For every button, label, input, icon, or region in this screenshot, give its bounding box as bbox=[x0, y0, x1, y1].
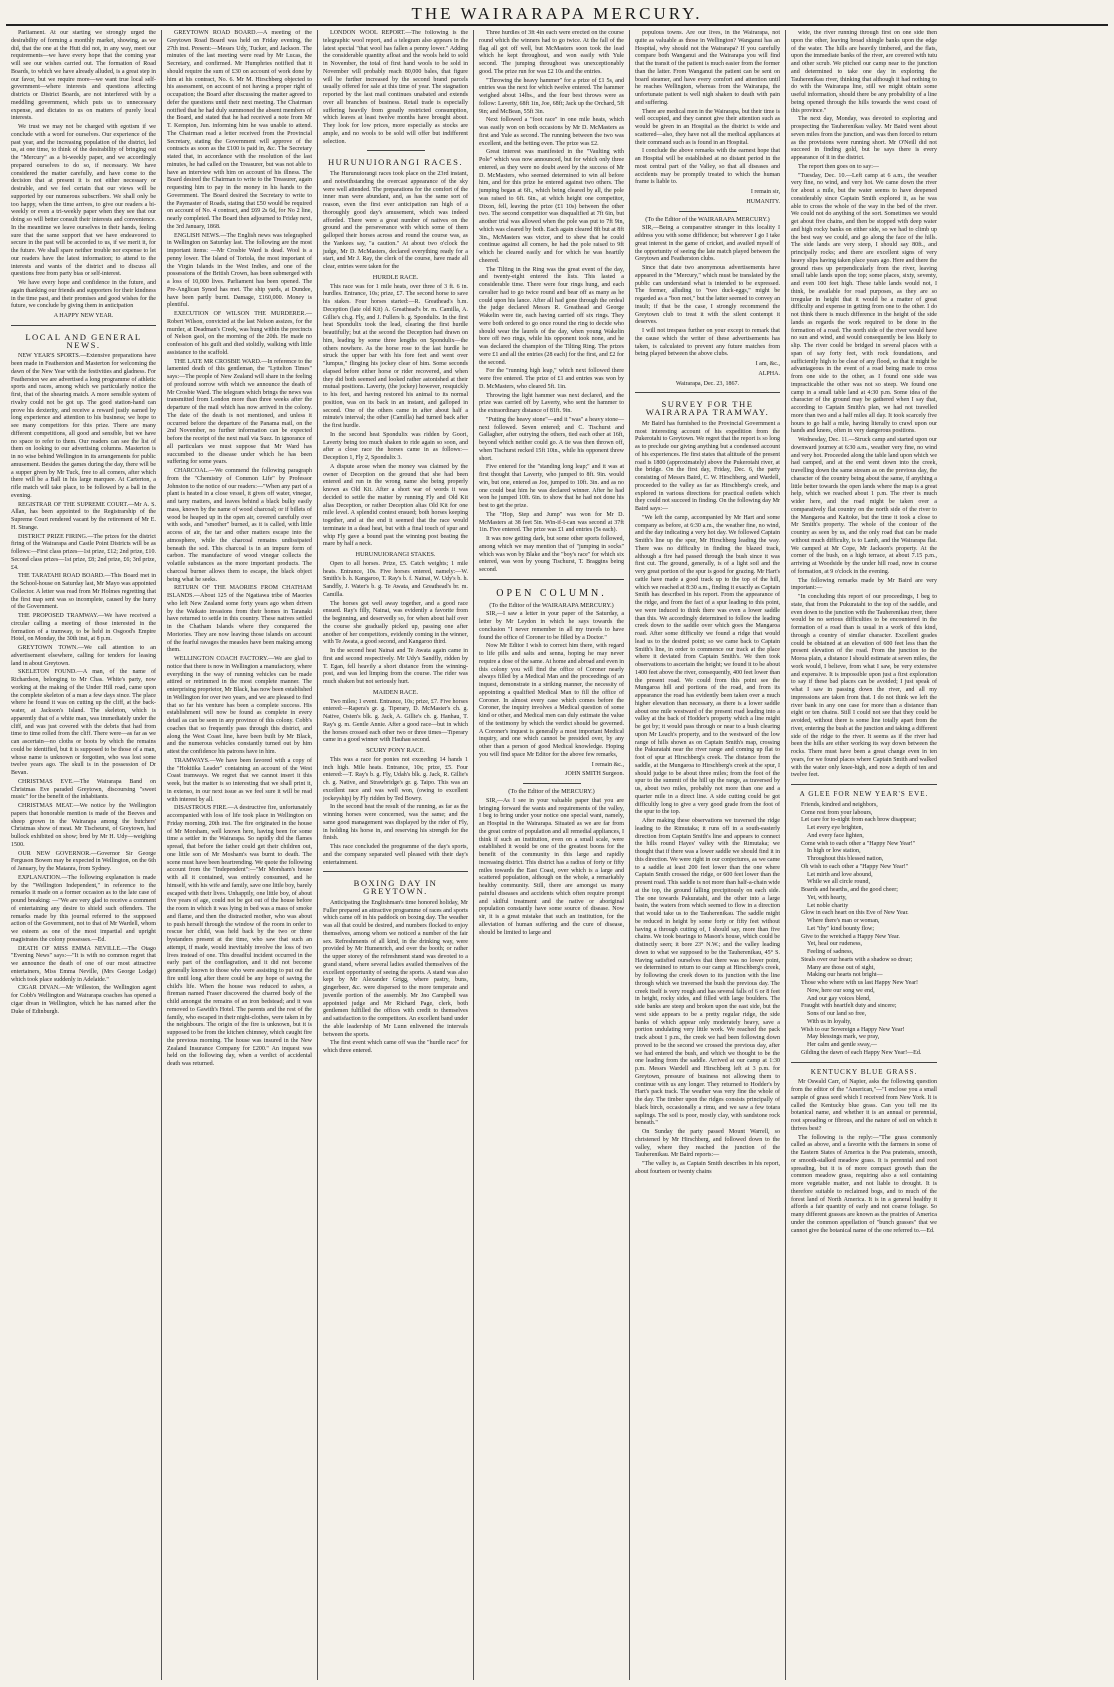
poem-line: Making our hearts not bright— bbox=[807, 972, 883, 979]
paragraph: OUR NEW GOVERNOR.—Governor Sir George Ferguson Bowen may be expected in Wellington, on the 6th of January, by the Matanra, from Sydney. bbox=[11, 850, 156, 872]
paragraph: Now Mr Editor I wish to correct him there, with regard to life pills and salts and senna, hoping he may never require a dose of the same. At home and abroad and even in this colony you will find the office of Coroner nearly always filled by a Medical Man and the proceedings of an inquest, demonstrate in a striking manner, the necessity of appointing a qualified Medical Man to fill the office of Coroner. In almost every case which comes before the Coroner, the inquiry involves a Medical question of some kind or other, and Medical men can duly estimate the value of the testimony by which the verdict should be governed. A Coroner's inquest is generally a most important Medical inquiry, and one which cannot be presided over, by any other than a person of good Medical knowledge. Hoping you will find space Mr Editor for the above few remarks, bbox=[479, 643, 624, 758]
paragraph: I will not trespass further on your except to remark that the cause which the writer of these advertisements has taken, is calculated to prevent any future matches from being played between the above clubs. bbox=[635, 328, 780, 358]
paragraph: "In concluding this report of our proceedings, I beg to state, that from the Pukuratahi to the top of the saddle, and even down to the junction with the Tauherenikau river, there would be no serious difficulties to be encountered in the formation of a road than is usual in a work of this kind, through a country of similar character. Excellent grades could be obtained at an elevation of 600 feet less than the present elevation of the road. From the junction to the Moroa plain, a distance I should estimate at seven miles, the work would, I believe, from what I saw, be very extensive and expensive. It is impossible upon just a first exploration to say if these bad places can be avoided; I just speak of what I saw in passing down the river, and all my impressions are taken from that. I do not think we left the river bank in any one case for more than a distance than eight or ten chains. Still I could not see that they could be avoided, without there is some line totally apart from the river, entering the bush at the junction and taking a different side of the ridge to the river. It seems as if the river had been the hills are either working its way down between the rocks. There must have been a great change even in ten years, for we found places where Captain Smith and walked with the water only knee-high, and now a depth of ten and twelve feet. bbox=[791, 594, 937, 779]
poem-line: Yet, with hearty, bbox=[807, 894, 847, 901]
paragraph: EXECUTION OF WILSON THE MURDERER.—Robert Wilson, convicted at the last Nelson assizes, for the murder, at Deadman's Creek, was hung within the precincts of Nelson gaol, on the morning of the 20th. He made no confession of his guilt and died stolidly, walking with little assistance to the scaffold. bbox=[167, 311, 312, 356]
paragraph: EXPLANATION.—The following explanation is made by the "Wellington Independent," in reference to the remarks it made on a former occasion as to the late case of pound breaking: —"We are very glad to receive a comment of entertaining any desire to shield such offenders. The remarks made by this journal referred to the supposed action of the Government, not to that of Mr Wardell, whom we esteem as one of the most impartial and upright magistrates the colony possesses.—Ed. bbox=[11, 874, 156, 943]
subheading: HURDLE RACE. bbox=[372, 273, 419, 281]
paragraph: The "Hop, Step and Jump" was won for Mr D. McMasters at 38 feet 5in. Win-if-I-can was second at 37ft 1in. Five entered. The prize was £1 and entries (5s each). bbox=[479, 511, 624, 534]
divider bbox=[679, 211, 737, 212]
paragraph: ENGLISH NEWS.—The English news was telegraphed in Wellington on Saturday last. The following are the most important items: —Mr Crosbie Ward is dead. Wool is a penny lower. The Island of Tortola, the most important of the Virgin Islands in the West Indies, and one of the possessions of the British Crown, has been submerged with a loss of 10,000 lives. Parliament has been opened. The Pre-Anglican Synod has met. The ship yards, at Dundee, have been partly burnt. Damage, £160,000. Money is plentiful. bbox=[167, 232, 312, 309]
columns-container bbox=[6, 30, 1108, 1680]
paragraph: I conclude the above remarks with the earnest hope that an Hospital will be established at no distant period in the most central part of the Valley, so that all diseases and accidents may be promptly treated to which the human frame is liable to. bbox=[635, 148, 780, 186]
poem-line: Let care for to-night from each brow disappear; bbox=[801, 817, 917, 824]
paragraph: Next followed a "foot race" in one mile heats, which was easily won on both occasions by Mr D. McMasters as first and Yule as second. The running between the two was excellent, and the betting even. The prize was £2. bbox=[479, 117, 624, 147]
poem-line: Oh wish to each other a "Happy New Year!" bbox=[801, 863, 909, 870]
paragraph: The Tilting in the Ring was the great event of the day, and twenty-eight entered the lists. This lasted a considerable time. There were four rings hung, and each cavalier had to go twice round and bear off as many as he could upon his lance. After all had gone through the ordeal the judge declared Messrs R. Greathead and George Wakelin were tie, each having carried off six rings. They were both ordered to go once round the ring to decide who should wear the laurels of the day, when young Wakelin bore off two rings, while his opponent took none, and he was declared the champion of the Tilting Ring. The prizes were £1 and all the entries (28 each) for the first, and £2 for the second. bbox=[479, 266, 624, 366]
article-heading: OPEN COLUMN. bbox=[496, 587, 607, 599]
poem-line: Let mirth and love abound, bbox=[807, 871, 873, 878]
poem-line: Boards and hearths, and the good cheer; bbox=[801, 887, 898, 893]
signature-line: I am, &c., bbox=[755, 361, 780, 367]
poem-line: Yet, heal our rudeness, bbox=[807, 941, 862, 948]
subheading: HURUNUIORANGI STAKES. bbox=[355, 551, 436, 558]
article-heading: LOCAL AND GENERAL NEWS. bbox=[25, 331, 142, 350]
article-heading: KENTUCKY BLUE GRASS. bbox=[810, 1067, 918, 1076]
paragraph: WELLINGTON COACH FACTORY.—We are glad to notice that there is now in Wellington a manufactory, where everything in the way of running vehicles can be made attired or retrimmed in the most complete manner. The enterprising proprietor, Mr Black, has now been established in Wellington for over two years, and we are pleased to find that so far his venture has been a complete success. His establishment will now be found as complete in every detail as can be seen in any province of this colony. Cobb's coaches that so frequently pass through this district, and along the West Coast line, have been built by Mr Black, and the numerous vehicles constantly turned out by him attest the confidence his patrons have in him. bbox=[167, 656, 312, 755]
article-heading: A GLEE FOR NEW YEAR'S EVE. bbox=[799, 790, 929, 798]
divider bbox=[11, 325, 156, 326]
poem-line: While we all circle round, bbox=[807, 879, 870, 886]
paragraph: After making these observations we traversed the ridge leading to the Rimutaka; it runs off in a south-easterly direction from Captain Smith's line and appears to connect the hills round Hayes' valley with the Rimutaka; we thought that if there was a lower saddle we should find it in this direction. We were right in our conjectures, as we came to a saddle at least 200 feet lower than the one where Captain Smith crossed the ridge, or 600 feet lower than the present road. This saddle is not more than half-a-chain wide at the top, the ground falling precipitously on each side. The one towards Pakuratahi, and the other into a large basin, the waters from which seemed to flow in a direction that would take us to the Tauherenikau. The saddle might be reduced in height by some forty or fifty feet without having a through cutting of, I should say, more than five chains. We took bearings to Mason's house, which could be distinctly seen; it bore 23° N.W.; and the valley leading down to what we supposed to be the Tauherenikau, 45° S. Having satisfied ourselves that there was no lower point, we determined to return to our camp at Hirschberg's creek, by following the creek down to its junction with the line through which we traversed the bush the previous day. The creek itself is very rough and has several falls of 6 or 8 feet in height, rocky sides, and filled with large boulders. The side banks are steep and broken upon the east side, but the west side appears to be a pretty regular ridge, the side banks of which appear only moderately heavy, save a portion undulating very little work. We reached the pack track about 1 p.m., the creek we had been following down proved to be the second we crossed the previous day, after we had entered the bush, and which we thought to be the one leading from the saddle. Arrived at our camp at 1:30 p.m. Messrs Wardell and Hirschberg left at 3 p.m. for Greytown, pressure of business not allowing them to continue with us any longer. They returned to Hodder's by Hart's pack track. The weather was very fine the whole of the day. The timber upon the ridges consists principally of black birch, occasionally a rimu, and we saw a few totara saplings. The soil is poor, mostly clay, with sandstone rock beneath." bbox=[635, 818, 780, 1127]
poem-line: Those who where with us last Happy New Year! bbox=[801, 980, 919, 986]
paragraph: Five entered for the "standing long leap;" and it was at first thought that Laverty, who jumped to 8ft. 9in. would win, but one, entered as Joe, jumped to 10ft. 3in. and as no one could beat him he was declared winner. After he had won he jumped 10ft. 6in. to show that he had not done his best to get the prize. bbox=[479, 464, 624, 509]
paragraph: SKELETON FOUND.—A man, of the name of Richardson, belonging to Mr Chas. White's party, now working at the making of the Under Hill road, came upon the complete skeleton of a man a few days since. The place where he found it was on cutting up the cliff, at the back-water, at Jackson's Island. The skeleton, which is apparently that of a white man, was immediately under the cliff, and was just covered with the debris that had from time to time rolled from the cliff. There were—as far as we can ascertain—no cloths or boots by which the remains could be identified, but it is supposed to be those of a man, whose name is unknown or forgotten, who was lost some twelve years ago. The skull is in the possession of Dr Bevan. bbox=[11, 669, 156, 776]
paragraph: Parliament. At our starting we strongly urged the desirability of forming a monthly market, showing, as we did, that the one at the Hutt did not, in any way, meet our requirements—we have every hope that the coming year will see our wishes carried out. The formation of Road Boards, to which we have already alluded, is a great step in our favor, but we require more—we want true local self-government—where interests and questions affecting districts or District Boards, are not interfered with by a meddling government, which puts us to unnecessary expense, and dictates to us on matters of purely local interests. bbox=[11, 30, 156, 122]
subheading: MAIDEN RACE. bbox=[372, 688, 419, 696]
signature-line: HUMANITY. bbox=[746, 198, 780, 205]
divider bbox=[791, 784, 937, 785]
poem-line: Come rest from your labours, bbox=[801, 809, 873, 816]
poem-line: Wish to our Sovereign a Happy New Year! bbox=[801, 1026, 905, 1033]
paragraph: The following is the reply:—"The grass commonly called as above, and a favorite with the farmers in some of the Eastern States of America is the Poa pratensis, smooth, or smooth-stalked meadow grass. It is perennial and root spreading, but it is of more compact growth than the common meadow grass, requiring also a soil containing more vegetable matter, and not liable to drought. It is therefore suitable to reclaimed bogs, and to much of the forest land of North America. It is in a general healthy it affords a fair quantity of early and not coarse foliage. So many different grasses are known as the prairies of America under the common appellation of "bunch grasses" that we cannot give the botanical name of the one referred to.—Ed. bbox=[791, 1134, 937, 1234]
poem-line: In high or low station, bbox=[807, 848, 861, 855]
divider bbox=[523, 783, 581, 784]
paragraph: REGISTRAR OF THE SUPREME COURT.—Mr A. S. Allan, has been appointed to the Registrarship of the Supreme Court rendered vacant by the retirement of Mr E. H. Strange. bbox=[11, 501, 156, 531]
paragraph: Since that date two anonymous advertisements have appeared in the "Mercury," which must be translated by the public can understand what is intended to be expressed. The former, alluding to "two duck-eggs," might be regarded as a "bon mot," but the latter seemed to convey an insult; if that be the case, I strongly recommend the Greytown club to treat it with the silent contempt it deserves. bbox=[635, 265, 780, 326]
divider bbox=[791, 1062, 937, 1063]
paragraph: LONDON WOOL REPORT.—The following is the telegraphic wool report, and a telegram also appears in the latest special "that wool has fallen a penny lower." Adding the considerable quantity afloat and the wools held to sold in November, the total of first hand wools to be sold in November will probably reach 80,000 bales, that figure will be further increased by the second brand parcels usually offered for sale at this time of year. The stagnation reported by the last mail continues unabated and extends over all branches of business. Retail trade is especially suffering heavily from greatly restricted consumption, which leaves at least twelve months have brought about. They look for low prices, more especially as stocks are ample, and no wools to be sold will offer but indifferent selection. bbox=[323, 30, 468, 145]
poem-line: And every face lighten, bbox=[807, 832, 864, 839]
poem-line: Let "thy" kind bounty flow; bbox=[807, 925, 875, 932]
column-2 bbox=[162, 30, 318, 1680]
paragraph: Anticipating the Englishman's time honored holiday, Mr Fuller prepared an attractive programme of races and sports which came off in his paddock on boxing day. The weather was all that could be desired, and numbers flocked to enjoy themselves, among whom we noticed a number of the fair sex. Refreshments of all kind, in the drinking way, were provided by Mr Humenrich, and over the booth; or rather the upper storey of the refreshment stand was devoted to a grand stand, where several ladies availed themselves of the excellent opportunity of seeing the sports. A stand was also kept by Mr Alexander Grigg, where pastry, buns, gingerbeer, &c. were dispersed to the more temperate and juvenile portion of the assembly. Mr Jno Campbell was appointed judge and Mr Richard Page, clerk, both gentlemen fulfilled the offices with credit to themselves and satisfaction to the competitors. An excellent band under the able leadership of Mr Lunn enlivened the intervals between the sports. bbox=[323, 899, 468, 1038]
poem-line: Her calm and gentle sway,— bbox=[807, 1042, 877, 1048]
paragraph: Two miles; 1 event. Entrance, 10s; prize, £7. Five horses entered:—Rapera's gr. g. Tiperary, D. McMaster's ch. g. Native, Osten's blk. g. Jack, A. Gillie's ch. g. Hanhau, T. Ray's g. m. Gentle Annie. After a good race—but in which the horses crossed each other two or three times—Tiperary came in a good winner with Hauhau second. bbox=[323, 698, 468, 744]
paragraph: TRAMWAYS.—We have been favored with a copy of the "Hokitika Leader" containing an account of the West Coast tramways. We regret that we cannot insert it this week, but the matter is so interesting that we shall print it, in extenso, in our next issue as we feel sure it will be read with interest by all. bbox=[167, 757, 312, 803]
article-heading: SURVEY FOR THE WAIRARAPA TRAMWAY. bbox=[645, 399, 770, 417]
paragraph: NEW YEAR'S SPORTS.—Extensive preparations have been made in Featherston and Masterton for welcoming the dawn of the New Year with the festivities and gladness. For Featherston we are advertised a long programme of athletic sports and races, among which we particularly notice the first, that of the shearing match. A more sensible system of rivalry could not be got up. The good station-hand can prove his dexterity, and receive a reward justly earned by long experience and attention to his business; we hope to see many competitors for this prize. There are many different competitions, all good and sensible, but we have no space to refer to them. Our readers can see the list of them on looking to our advertising columns. Masterton is in no wise behind Wellington in its arrangements for public amusement. Besides the games during the day, there will be a supper given by Mr Tuck, free to all comers, after which there will be a Ball in his large marquee. At Carterton, a rifle match will take place, to be followed by a ball in the evening. bbox=[11, 353, 156, 499]
poem-line: Many are those out of sight, bbox=[807, 964, 875, 971]
paragraph: SIR,—I saw a letter in your paper of the Saturday, a letter by Mr Leydon in which he says towards the conclusion "I never remember in all my travels to have found the office of Coroner to be filled by a Doctor." bbox=[479, 611, 624, 641]
paragraph: The following remarks made by Mr Baird are very important:— bbox=[791, 577, 937, 592]
paragraph: Mr Oswald Carr, of Napier, asks the following question from the editor of the "American,"—"I enclose you a small sample of grass seed which I received from New York. It is called the Kentucky blue grass. Can you tell me its botanical name, and whether it is an annual or perennial, root spreading or fibrous, and the nature of soil on which it thrives best? bbox=[791, 1079, 937, 1132]
poem-line: Let noble charity bbox=[807, 902, 849, 909]
poem-line: Now, here our song we end, bbox=[807, 987, 875, 994]
paragraph: The report then goes on to say:— bbox=[798, 163, 879, 170]
poem-line: With us in loyalty, bbox=[807, 1018, 852, 1025]
paragraph: The horses got well away together, and a good race ensued. Ray's filly, Nainai, was evidently a favorite from the beginning, and deservedly so, for when about half over the course she gradually picked up, passing one after another of her competitors, evidently coming in the winner, with Te Awata, a good second, and Kangaroo third. bbox=[323, 600, 468, 646]
column-6 bbox=[786, 30, 942, 1680]
paragraph: This was a race for ponies not exceeding 14 hands 1 inch high. Mile heats. Entrance, 10s; prize, £5. Four entered:—T. Ray's b. g. Fly, Udah's blk. g. Jack, R. Gillie's ch. g. Native, and Strawbridge's gr. g. Taipo. This was an excellent race and was well won, (owing to excellent jockeyship) by Fly ridden by Ted Bowry. bbox=[323, 756, 468, 802]
paragraph: Open to all horses. Prize, £5. Catch weights; 1 mile heats. Entrance, 10s. Five horses entered, namely:—W. Smith's b. h. Kangaroo, T. Ray's b. f. Nainai, W. Udy's b. h. Sandfly, J. Water's b. g. Te Awata, and Greathead's br. m. Camilla. bbox=[323, 560, 468, 598]
signature-line: JOHN SMITH Surgeon. bbox=[565, 771, 624, 778]
article-heading: HURUNUIORANGI RACES. bbox=[327, 157, 464, 168]
paragraph: The first event which came off was the "hurdle race" for which three entered. bbox=[323, 1040, 468, 1054]
poem-line: Give to the wretched a Happy New Year. bbox=[801, 933, 900, 940]
subheading: (To the Editor of the WAIRARAPA MERCURY.) bbox=[645, 215, 770, 223]
signature-line: I remain &c., bbox=[591, 761, 624, 768]
paragraph: "Putting the heavy stone"—and it "was" a heavy stone—next followed. Seven entered; and C. Tischurst and Gallagher, after outrying the others, tied each other at 16ft, beyond which neither could go. A tie was then thrown off, when Tischurst recked 15ft 10in., while his opponent threw short. bbox=[479, 416, 624, 462]
paragraph: DISTRICT PRIZE FIRING.—The prizes for the district firing of the Wairarapa and Castle Point Districts will be as follows:—First class prizes—1st prize, £12; 2nd prize, £10. Second class prizes—1st prize, £8; 2nd prize, £6; 3rd prize, £4. bbox=[11, 533, 156, 571]
signature-line: I remain sir, bbox=[750, 189, 780, 195]
paragraph: Throwing the light hammer was next declared, and the prize was carried off by Laverty, who sent the hammer to the extraordinary distance of 81ft. 9in. bbox=[479, 392, 624, 414]
paragraph: Great interest was manifested in the "Vaulting with Pole" which was now announced, but for which only three entered, as they were no doubt awed by the success of Mr D. McMasters, who seemed determined to win all before him, and for this prize he entered against two others. The jumping began at 6ft., which being cleared by all, the pole was raised to 6ft. 6in., at which height one competitor, Dixon, fell, leaving the prize (£1 10s) between the other two. The second competitor was disqualified at 7ft 6in, but another trial was allowed when the pole was put to 7ft 9in, which was cleared by both. Each again cleared 8ft but at 8ft 3in., McMasters was victor, and to shew that he could continue against all comers, he had the pole raised to 9ft which he cleared easily and for which he was heartily cheered. bbox=[479, 149, 624, 264]
paragraph: GREYTOWN ROAD BOARD.—A meeting of the Greytown Road Board was held on Friday evening, the 27th inst. Present:—Messrs Udy, Tucker, and Jackson. The minutes of the last meeting were read by Mr Lucas, the Secretary, and confirmed. Mr Humphries notified that it should require the sum of £30 on account of work done by him at his contract, No. 6. Mr M. Hirschberg objected to his assessment, on account of not having a proper right of occupation; the Board after discussing the matter agreed to defer the questions until their next meeting. The Chairman notified that he had duly summoned the absent members of the Board, and stated that he had received a note from Mr T. Kempton, Jun. informing him he was unable to attend. The Chairman read a letter received from the Provincial Secretary, stating the Government will approve of the contracts as soon as the £100 is paid in, &c. The Secretary stated that, in accordance with the resolution of the last minutes, he had called on the Treasurer, but was not able to have an interview with him on account of his illness. The Board desired the Chairman to write to the Treasurer, again requesting him to pay in the money in his hands to the Government. The Board desired the Secretary to write to the Paymaster of Roads, stating that £50 would be required on account of No. 4 contract, and £69 2s 6d, for No 2 line, nearly completed. The Board then adjourned to Friday next, the 3rd January, 1868. bbox=[167, 30, 312, 230]
poem-line: Glow in each heart on this Eve of New Year. bbox=[801, 910, 909, 917]
divider bbox=[323, 871, 468, 872]
divider bbox=[479, 579, 624, 580]
paragraph: "Throwing the heavy hammer" for a prize of £1 5s, and entries was the next for which twelve entered. The hammer weighed about 14lbs., and the four best throws were as follow: Laverty, 68ft 1in, Joe, 68ft; Jack up the Orchard, 5ft 9in; and McBean, 55ft 3in. bbox=[479, 77, 624, 115]
poem-line: Fraught with heartfelt duty and sincere; bbox=[801, 1003, 897, 1010]
paragraph: populous towns. Are our lives, in the Wairarapa, not quite as valuable as those in Wellington? Wanganui has an Hospital, why should not the Wairarapa? If you carefully compare both Wanganui and the Wairarapa you will find that the transit of the patient is much easier from the former than the latter. From Wanganui the patient can be sent on board steamer, and have every comfort and attention until he reaches Wellington, whereas from the Wairarapa, the unfortunate patient is well nigh shaken to death with pain and suffering. bbox=[635, 30, 780, 106]
column-5 bbox=[630, 30, 786, 1680]
divider bbox=[635, 392, 780, 393]
subheading: SCURY PONY RACE. bbox=[366, 747, 425, 754]
poem-line: And our gay voices blend, bbox=[807, 995, 871, 1002]
paragraph: We have every hope and confidence in the future, and again thanking our friends and supporters for their kindness in the time past, and their promises and good wishes for the future, we conclude by giving them in anticipation bbox=[11, 280, 156, 310]
paragraph: THE TARATAHI ROAD BOARD.—This Board met in the School-house on Saturday last, Mr Mayo was appointed Collector. A letter was read from Mr Holmes regretting that the first map sent was so incomplete, caused by the hurry of the Government. bbox=[11, 573, 156, 611]
signature-line: ALPHA. bbox=[758, 370, 780, 377]
subheading: (To the Editor of the MERCURY.) bbox=[508, 788, 595, 795]
paragraph: CHRISTMAS MEAT.—We notice by the Wellington papers that honorable mention is made of the Beeves and sheep grown in the Wairarapa among the butchers' Christmas show of meat. Mr Tischeurst, of Greytown, had bullock exhibited on show; bred by Mr H. Udy—weighing 1500. bbox=[11, 803, 156, 848]
poem-line: Come wish to each other a "Happy New Year!" bbox=[801, 840, 916, 847]
poem-line: Sons of our land so free, bbox=[807, 1011, 867, 1017]
paragraph: For the "running high leap," which next followed there were five entered. The prize of £1 and entries was won by D. McMasters, who cleared 5ft. 1in. bbox=[479, 368, 624, 390]
column-1 bbox=[6, 30, 162, 1680]
paragraph: We trust we may not be charged with egotism if we conclude with a word for ourselves. Our experience of the past year, and the increasing population of the district, led us, at one time, to think of the desirability of bringing out the "Mercury" as a bi-weekly paper, and we accordingly prepared ourselves to do so, if necessary. We have considered the matter carefully, and have come to the decision that at present it is not either necessary or desirable, and we feel certain that our views will be supported by our numerous subscribers. We shall only be too happy, when the time arrives, to give our readers a bi-weekly or even a tri-weekly paper when they see that our doing so will better consult their interests and convenience. In the meantime we leave ourselves in their hands, feeling sure that the same support that we have endeavored to secure in the past will be accorded to us, if we merit it, for the future. We shall spare neither trouble nor expense to let our readers have the latest information; to attend to the interests and wants of the district and to discuss all questions free from party bias or self-interest. bbox=[11, 124, 156, 278]
signature-line: Wairarapa, Dec. 23, 1867. bbox=[675, 380, 740, 387]
paragraph: RETURN OF THE MAORIES FROM CHATHAM ISLANDS.—About 125 of the Ngatiawa tribe of Maories who left New Zealand some forty years ago when driven by the Waikato invasions from their homes in Taranaki have returned to settle in this country. These natives settled in the Chatham Islands where they conquered the Moriories. They are now leaving those islands on account of the fearful ravages the measles have been making among them. bbox=[167, 585, 312, 654]
poem-line: Throughout this blessed nation, bbox=[807, 856, 884, 862]
paragraph: There are medical men in the Wairarapa, but their time is well occupied, and they cannot give their attention such as would be given in an Hospital as the district is wide and scattered—also, they have not all the medical appliances at their command such as is found in an Hospital. bbox=[635, 108, 780, 146]
paragraph: The Hurunuiorangi races took place on the 23rd instant, and notwithstanding the overcast appearance of the sky were well attended. The preparations for the comfort of the inner man were abundant, and, as has the same sort of reason, even the first ever anticipation ran high of a thoroughly good day's amusement, which was indeed afforded. There were a great number of natives on the ground and the perseverance with which some of them galloped their horses across and round the course was, as the Yankees say, "a caution." At about two o'clock the judge, Mr D. McMasters, declared everything ready for a start, and Mr J. Ray, the clerk of the course, have made all clear, entries were taken for the bbox=[323, 171, 468, 270]
poem-line: May blessings mark, we pray, bbox=[807, 1034, 880, 1041]
article-heading: BOXING DAY IN GREYTOWN. bbox=[353, 878, 438, 896]
paragraph: In the second heat Nainai and Te Awata again came in first and second respectively. Mr Udy's Sandfly, ridden by T. Egan, fell heavily a short distance from the winning-post, and was led limping from the course. The rider was much shaken but not seriously hurt. bbox=[323, 648, 468, 685]
paragraph: Three hurdles of 3ft 4in each were erected on the course round which the winners had to go twice. At the fall of the flag all got off well, but McMasters soon took the lead which he kept throughout, and won easily with Yule second. The jumping throughout was unexceptionably good. The prize run for was £2 10s and the entries. bbox=[479, 30, 624, 75]
poem-line: Steals over our hearts with a shadow so drear; bbox=[801, 956, 913, 963]
paragraph: In the second heat Spondulix was ridden by Goori, Laverty being too much shaken to ride again so soon, and after a close race the horses came in as follows:—Deception 1, Fly 2, Spondulix 3. bbox=[323, 431, 468, 461]
paragraph: Wednesday, Dec. 11.—Struck camp and started upon our downward journey at 6:30 a.m., weather very fine, no wind and very hot. Proceeded along the table land upon which we had camped, and at the end went down into the creek, travelling down the same stream as on the previous day, the character of the country being about the same, if anything a little better towards the open lands where the map is a great help, which we reached about 1 p.m. The river is much wider here, and the road might be taken over a comparatively flat country on the north side of the river to the Mangaroa and Kaitoke, but the time it took a close to Mr Smith's property. The whole of the contour of the country as seen by us, and the only road that can be made without much difficulty, is to Lamb, and the Wairarapa flat. We camped at Mr Cope, Mr Jackson's property. At the corner of the bush, on a high terrace, at about 7.15 p.m., arriving at Woodside by the under hill road, now in course of formation, at 9 o'clock in the evening. bbox=[791, 437, 937, 575]
signature-line: A HAPPY NEW YEAR. bbox=[53, 313, 114, 319]
poem-line: Where there's man or woman, bbox=[807, 918, 880, 924]
poem-line: Gilding the dawn of each Happy New Year!—Ed. bbox=[801, 1049, 922, 1056]
paragraph: The next day, Monday, was devoted to exploring and prospecting the Tauherenikau valley. Mr Baird went about seven miles from the junction, and was then forced to return as the provisions were running short. Mr O'Neill did not succeed in finding gold, but he says there is every appearance of it in the district. bbox=[791, 116, 937, 161]
paragraph: "The valley is, as Captain Smith describes in his report, about fourteen or twenty chains bbox=[635, 1161, 780, 1175]
paragraph: SIR,—Being a comparative stranger in this locality I address you with some diffidence; but wherever I go I take great interest in the game of cricket, and availed myself of the opportunity of seeing the late match played between the Greytown and Featherston clubs. bbox=[635, 225, 780, 263]
paragraph: DISASTROUS FIRE.—A destructive fire, unfortunately accompanied with loss of life took place in Wellington on Friday morning, 20th inst. The fire originated in the house of Mr Morsham, well known here, having been for some time a settler in the Wairarapa. So rapidly did the flames spread, that before the father could get their children out, one little son of Mr Mosham's was burnt to death. The scene must have been heartrending. We quote the following account from the "Independent":—"Mr Morsham's house with all it contained, was entirely consumed, and he himself, with his wife and family, save one little boy, barely escaped with their lives. Unhappily, one little boy, of about five years of age, could not be got out of the house before the room in which it was lying in bed was a mass of smoke and flame, and then the distracted mother, who was about to push herself through the window of the room in order to rescue her child, was held back by the two or three bystanders present at the time, who saw that such an attempt, if made, would inevitably involve the loss of two lives instead of one. This dreadful incident occurred in the early part of the conflagration, and it did not become generally known to those who were assisting to put out the fire until long after there could be any hope of saving the child's life. When the house was reduced to ashes, a fireman named Fraser discovered the charred body of the child amongst the remains of an iron bedstead; and it was removed to Gawith's Hotel. The parents and the rest of the family, who escaped in their night-clothes, were taken in by the neighbours. The origin of the fire is unknown, but it is supposed to be from the kitchen chimney, which caught fire the previous morning. The house was insured in the New Zealand Insurance Company for £200." An inquest was held on the following day, when a verdict of accidental death was returned. bbox=[167, 805, 312, 1067]
column-4 bbox=[474, 30, 630, 1680]
paragraph: GREYTOWN TOWN.—We call attention to an advertisement elsewhere, calling for tenders for leasing land in about Greytown. bbox=[11, 645, 156, 667]
masthead: THE WAIRARAPA MERCURY. bbox=[6, 4, 1108, 26]
subheading: (To the Editor of the WAIRARAPA MERCURY.) bbox=[489, 601, 614, 609]
paragraph: CIGAR DIVAN.—Mr Willeston, the Wellington agent for Cobb's Wellington and Wairarapa coaches has opened a cigar divan in Wellington, which he has named after the Duke of Edinburgh. bbox=[11, 985, 156, 1015]
divider bbox=[367, 150, 425, 151]
paragraph: This race concluded the programme of the day's sports, and the company separated well pleased with their day's entertainment. bbox=[323, 844, 468, 866]
poem-line: Feeling of sadness, bbox=[807, 949, 854, 955]
paragraph: It was now getting dark, but some other sports followed, among which we may mention that of "jumping in socks" which was won by Blake and the "boy's race" for which six entered, was won by young Tischurst, T. Braggins being second. bbox=[479, 536, 624, 573]
paragraph: A dispute arose when the money was claimed by the owner of Deception on the ground that she had been entered and run in the wrong name she being properly known as Old Kit. After a short war of words it was decided to settle the matter by running Fly and Old Kit alias Deception, or rather Deception alias Old Kit for one mile level. A splendid contest ensued; both horses keeping together, and at the end it seemed that the race would terminate in a dead heat, but with a final touch of spur and whip Fly gave a bound past the winning post beating the mare by half a neck. bbox=[323, 463, 468, 548]
paragraph: SIR,—As I see in your valuable paper that you are bringing forward the wants and requirements of the valley, I beg to bring under your notice one special want, namely, an Hospital in the Wairarapa. Situated as we are far from the great centre of population and all remedial appliances, I think if such an institution, even on a small scale, were established it would be one of the greatest boons for the benefit of the community in this large and rapidly increasing district. This district has a radius of forty or fifty miles towards the East Coast, over which is a large and scattered population, although on the whole, a remarkably healthy community. Still, there are amongst us many painful diseases and accidents which often require prompt and skilful treatment and the native or aboriginal population constantly have some source of disease. Now sir, it is a great mistake that such an institution, for the alleviation of human suffering and the cure of disease, should be limited to large and bbox=[479, 797, 624, 936]
column-3 bbox=[318, 30, 474, 1680]
paragraph: On Sunday the party passed Mount Warrell, so christened by Mr Hirschberg, and followed down to the valley, where they reached the junction of the Tauherenikau. Mr Baird reports:— bbox=[635, 1129, 780, 1159]
paragraph: In the second heat the result of the running, as far as the winning horses were concerned, was the same; and the same good management was displayed by the rider of Fly, in holding his horse in, and reserving his strength for the finish. bbox=[323, 804, 468, 842]
paragraph: "We left the camp, accompanied by Mr Hart and some company as before, at 6:30 a.m., the weather fine, no wind, and the day indicating a very hot day. We followed Captain Smith's line up the spur, Mr Hirschberg leading the way. There was no difficulty in finding the blazed track, although a fire had passed through the bush since it was first cut. The ground, generally, is of a light soil and the very great portion of the spur is good for grazing. Mr Hart's cattle have made a good track up to the top of the hill, which we reached at 8:30 a.m., finding it exactly as Captain Smith has described in his report. From the appearance of the ridge, and from the fact of a spur leading to this point, we were induced to think there was even a lower saddle than this. We accordingly determined to follow the leading creek down to the saddle over which goes the Mangaroa road. After some difficulty we found a ridge that would lead us to the desired point; so we came back to Captain Smith's line, in order to commence our track at the place where it deviated from Captain Smith's. We then took observations to ascertain the height; we found it to be about 1400 feet above the river, consequently, 400 feet lower than the present road. We could from this point see the Mungaroa hill and portions of the road, and from its appearance the road has evidently been taken over a much higher elevation than necessary, as there is a lower saddle about one mile westward of the present road leading into a valley at the back of Hodder's property which a line might be got by; it would pass through or near to a bush clearing upon Mr Leach's property, and to the westward of the low range of hills shown as on Captain Smith's map, crossing the Pakuratahi near the river range and coming up flat to foot of spur at Hirschberg's creek. The distance from the saddle, at the Mungaroa to Hirschberg's creek at the spur, I should judge to be about three miles; from the foot of the spur to the summit of the hill up the range, as traversed by us, about two miles, probably not more than one and a quarter mile in a direct line. A side cutting could be got difficultly long to give a very good grade from the foot of the spur to the top. bbox=[635, 514, 780, 816]
paragraph: CHARCOAL.—We commend the following paragraph from the "Chemistry of Common Life" by Professor Johnston to the notice of our readers:—"When any part of a plant is heated in a close vessel, it gives off water, vinegar, and tarry matters, and leaves behind a black bulky easily mass, known by the name of wood charcoal; or if billets of wood be heaped up in the open air, covered carefully over with sods, and "smother" burned, as it is called, with little access of air, the tar and other matters escape into the atmosphere, while the charcoal remains undissipated beneath the sod. This charcoal is in an impure form of carbon. The manufacture of wood vinegar collects the volatile substances as the more important products. The charcoal burner allows them to escape, the black object being what he seeks. bbox=[167, 468, 312, 583]
paragraph: "Tuesday, Dec. 10.—Left camp at 6 a.m., the weather very fine, no wind, and very hot. We came down the river for about a mile, but the water seems to have deepened considerably since Captain Smith explored it, as he was able to cross the whole of the way in the bed of the river. We could not do anything of the sort. Sometimes we would get about five chains, and then be stopped with deep water and high rocky banks on either side, so we had to climb up the best way we could, and go along the face of the hills. The side lands are very steep, I should say 80ft., and principally rocks; and there are excellent signs of very heavy slips having taken place years ago. Here and there the ground rises up perpendicularly from the river, leaving small table lands upon the top; some places, sixty, seventy, and even 100 feet high. These table lands would not, I think, be available for road purposes, as they are so irregular in height that it would be a matter of great difficulty and expense in getting from one to the other. I do not think there is much difference in the height of the side lands as regards the work required to be done in the formation of a road. The north side of the river would have no sun and wind, and would consequently be less likely to slip. The river could be bridged in several places with a span of say forty feet, with rock foundations, and sufficiently high to be clear of any flood, so that it might be advantageous in the event of a road being made to cross from one side to the other, as I found one side was impracticable the other was not so steep. We found one camp in a small table land at 4:30 p.m. Some idea of the character of the ground may be gathered when I say that, according to Captain Smith's plan, we had not travelled more than two and a half miles all day. It took scarcely five hours to go half a mile, having literally to crawl upon our hands and knees, often in very dangerous positions. bbox=[791, 172, 937, 435]
poem-line: Let every eye brighten, bbox=[807, 825, 864, 831]
paragraph: This race was for 1 mile heats, over three of 3 ft. 6 in. hurdles. Entrance, 10s; prize, £7. The second horse to save his stakes. Four horses started:—R. Greathead's b.m. Deception (late old Kit) A. Greathead's br. m. Camilla, A. Gillie's ch.g. Fly, and J. Fullers b. g. Spondulix. In the first heat Spondulix took the lead, clearing the first hurdle beautifully; but at the second the Deception had drawn on him, leading by some three lengths on Spondulix—the others nowhere. As the horse rose to the last hurdle he struck the upper bar with his fore feet and went over "lumpus," flinging his jockey clear of him. Some seconds elapsed before either horse or rider recovered, and when they did both seemed and looked rather astonished at their mutual positions. Laverty, (the jockey) however, resquickly to his feet, and having restored his animal to its normal position, was on its back in an instant, and galloped in second. One of the others came in after about half a minute's interval; the other (Camilla) had turned back after the first hurdle. bbox=[323, 283, 468, 429]
paragraph: wide, the river running through first on one side then upon the other, leaving broad shingle banks upon the edge of the water. The hills are heavily timbered, and the flats, upon the immediate banks of the river, are covered with tutu and other scrub. We pitched our camp near to the junction and determined to take one day in exploring the Tauherenikau river, thinking that although it had nothing to do with the Wairarapa line, still we might obtain some useful information, should there be any probability of a line being opened through the hills towards the west coast of this province." bbox=[791, 30, 938, 114]
paragraph: THE PROPOSED TRAMWAY.—We have received a circular calling a meeting of those interested in the formation of a tramway, to be held in Osgood's Empire Hotel, on Monday, the 30th inst, at 8 p.m. bbox=[11, 613, 156, 643]
paragraph: Mr Baird has furnished to the Provincial Government a most interesting account of his expedition from the Pukerotahi to Greytown. We regret that the report is so long as to preclude our giving anything but a condensed account of his experiences. He first states that altitude of the present road is 1800 (approximately) above the Pukerotahi river, at the bridge. On the first day, Friday, Dec. 6, the party consisting of Messrs Baird, C. W. Hirschberg, and Wardell, proceeded to the valley as far as Hirschberg's creek, and explored in various directions for practical outlets which they could not succeed in finding. On the following day Mr Baird says:— bbox=[635, 420, 780, 512]
paragraph: THE LATE MR CROSBIE WARD.—In reference to the lamented death of this gentleman, the "Lyttelton Times" says:—The people of New Zealand will share in the feeling of profound sorrow with which we announce the death of Mr Crosbie Ward. The telegram which brings the news was transmitted from London more than three weeks after the departure of the mail which has now arrived in the colony. The date of the death is not mentioned, and unless it occurred before the departure of the Panama mail, on the 2nd November, no further information can be expected before the receipt of the next mail via Suez. In ignorance of all particulars we must suppose that Mr Ward has succumbed to the disease under which he has been suffering for some years. bbox=[167, 358, 312, 466]
paragraph: DEATH OF MISS EMMA NEVILLE.—The Otago "Evening News" says:—"It is with no common regret that we announce the death of one of our most attractive entertainers, Miss Emma Neville, (Mrs George Lodge) which took place suddenly in Adelaide." bbox=[11, 945, 156, 983]
paragraph: CHRISTMAS EVE.—The Wairarapa Band on Christmas Eve paraded Greytown, discoursing "sweet music" for the benefit of the inhabitants. bbox=[11, 778, 156, 801]
poem-line: Friends, kindred and neighbors, bbox=[801, 801, 878, 808]
